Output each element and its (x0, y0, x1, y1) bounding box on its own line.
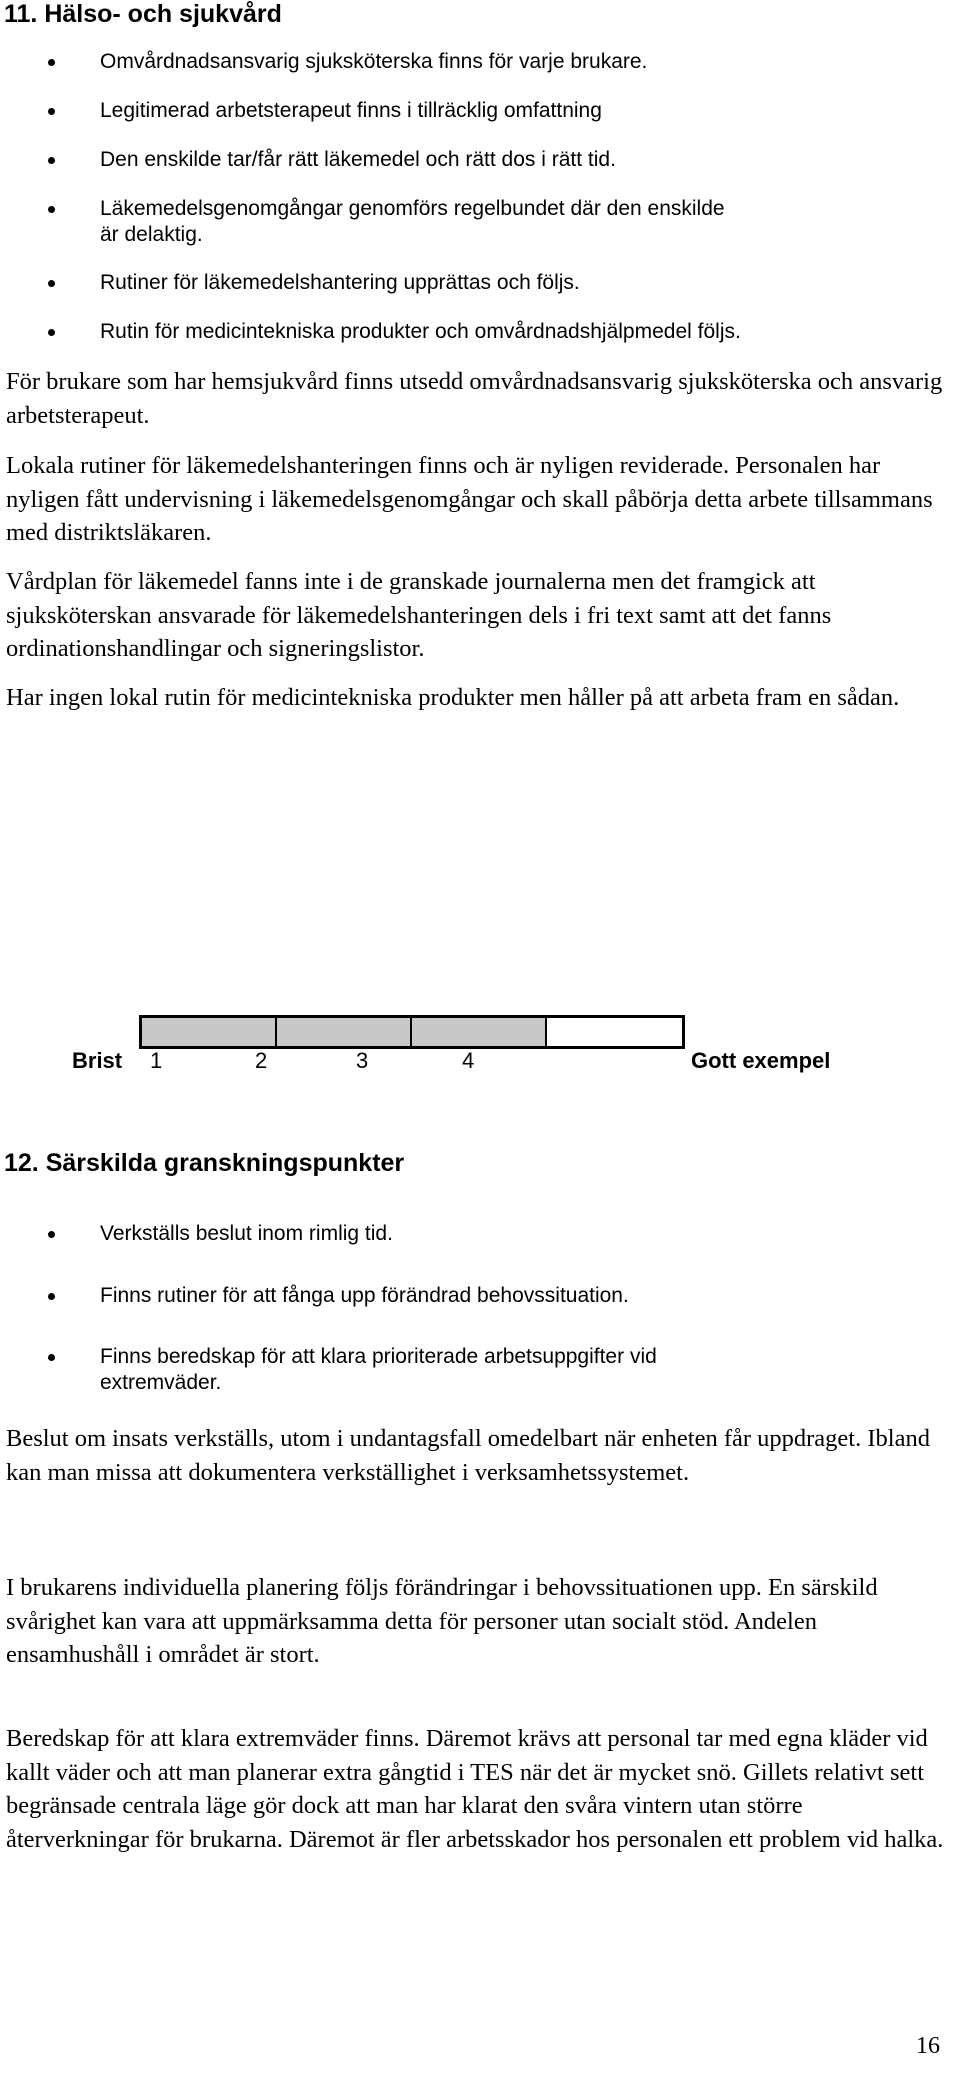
rating-scale-cell (547, 1018, 682, 1046)
section-12-bullet-list (0, 1283, 900, 1309)
list-item-text: Finns beredskap för att klara prioriterade arbetsuppgifter vid extremväder. (100, 1345, 657, 1394)
section-11-bullet-list (0, 49, 900, 75)
bullet-icon (48, 1293, 55, 1300)
paragraph: Beredskap för att klara extremväder finns. Däremot krävs att personal tar med egna kläder vid kallt väder och att man planerar extra gångtid i TES när det är mycket snö. Gillets relativt sett begränsade centrala läge gör dock att man har klarat den svåra vintern utan större återverkningar för brukarna. Däremot är fler arbetsskador hos personalen ett problem vid halka. (6, 1725, 944, 1853)
section-11-bullet-list (0, 270, 900, 296)
list-item (0, 49, 900, 75)
bullet-icon (48, 206, 55, 213)
section-11-bullet-list (0, 196, 900, 248)
section-11-heading: 11. Hälso- och sjukvård (4, 0, 282, 28)
paragraph: För brukare som har hemsjukvård finns utsedd omvårdnadsansvarig sjuksköterska och ansvarig arbetsterapeut. (6, 368, 943, 429)
paragraph: I brukarens individuella planering följs förändringar i behovssituationen upp. En särskild svårighet kan vara att uppmärksamma detta för personer utan socialt stöd. Andelen ensamhushåll i området är stort. (6, 1574, 878, 1668)
list-item-text: Den enskilde tar/får rätt läkemedel och rätt dos i rätt tid. (100, 148, 616, 171)
rating-scale-bar (139, 1015, 685, 1049)
list-item (0, 147, 900, 173)
list-item (0, 1344, 740, 1396)
section-12-heading: 12. Särskilda granskningspunkter (4, 1149, 405, 1177)
bullet-icon (48, 1354, 55, 1361)
rating-scale-step: 3 (356, 1048, 369, 1073)
rating-scale-step: 2 (255, 1048, 268, 1073)
list-item (0, 98, 900, 124)
section-11-bullet-list (0, 147, 900, 173)
paragraph: Lokala rutiner för läkemedelshanteringen finns och är nyligen reviderade. Personalen har nyligen fått undervisning i läkemedelsgenomgångar och skall påbörja detta arbete tillsammans med distriktsläkaren. (6, 452, 933, 546)
bullet-icon (48, 1231, 55, 1238)
rating-scale-cell (142, 1018, 277, 1046)
bullet-icon (48, 157, 55, 164)
list-item-text: Legitimerad arbetsterapeut finns i tillräcklig omfattning (100, 99, 602, 122)
list-item (0, 319, 900, 345)
list-item-text: Finns rutiner för att fånga upp förändrad behovssituation. (100, 1284, 629, 1307)
bullet-icon (48, 108, 55, 115)
list-item-text: Rutiner för läkemedelshantering upprättas och följs. (100, 271, 580, 294)
section-11-bullet-list (0, 319, 900, 345)
list-item-text: Läkemedelsgenomgångar genomförs regelbundet där den enskilde är delaktig. (100, 197, 725, 246)
list-item (0, 1221, 900, 1247)
list-item-text: Omvårdnadsansvarig sjuksköterska finns för varje brukare. (100, 50, 648, 73)
list-item (0, 196, 740, 248)
list-item (0, 1283, 900, 1309)
rating-scale-left-label: Brist (72, 1048, 123, 1073)
rating-scale-step: 4 (462, 1048, 475, 1073)
section-12-bullet-list (0, 1221, 900, 1247)
rating-scale-right-label: Gott exempel (691, 1048, 831, 1073)
section-11-bullet-list (0, 98, 900, 124)
section-12-bullet-list (0, 1344, 900, 1396)
rating-scale-cell (277, 1018, 412, 1046)
list-item-text: Verkställs beslut inom rimlig tid. (100, 1222, 393, 1245)
paragraph: Beslut om insats verkställs, utom i undantagsfall omedelbart när enheten får uppdraget. Ibland kan man missa att dokumentera verkställighet i verksamhetssystemet. (6, 1425, 930, 1486)
bullet-icon (48, 329, 55, 336)
rating-scale-cell (412, 1018, 547, 1046)
paragraph: Har ingen lokal rutin för medicintekniska produkter men håller på att arbeta fram en sådan. (6, 684, 900, 711)
bullet-icon (48, 59, 55, 66)
bullet-icon (48, 280, 55, 287)
paragraph: Vårdplan för läkemedel fanns inte i de granskade journalerna men det framgick att sjuksköterskan ansvarade för läkemedelshanteringen dels i fri text samt att det fanns ordinationshandlingar och signeringslistor. (6, 568, 832, 662)
page-number: 16 (916, 2033, 940, 2059)
list-item (0, 270, 900, 296)
list-item-text: Rutin för medicintekniska produkter och omvårdnadshjälpmedel följs. (100, 320, 741, 343)
rating-scale-step: 1 (150, 1048, 163, 1073)
